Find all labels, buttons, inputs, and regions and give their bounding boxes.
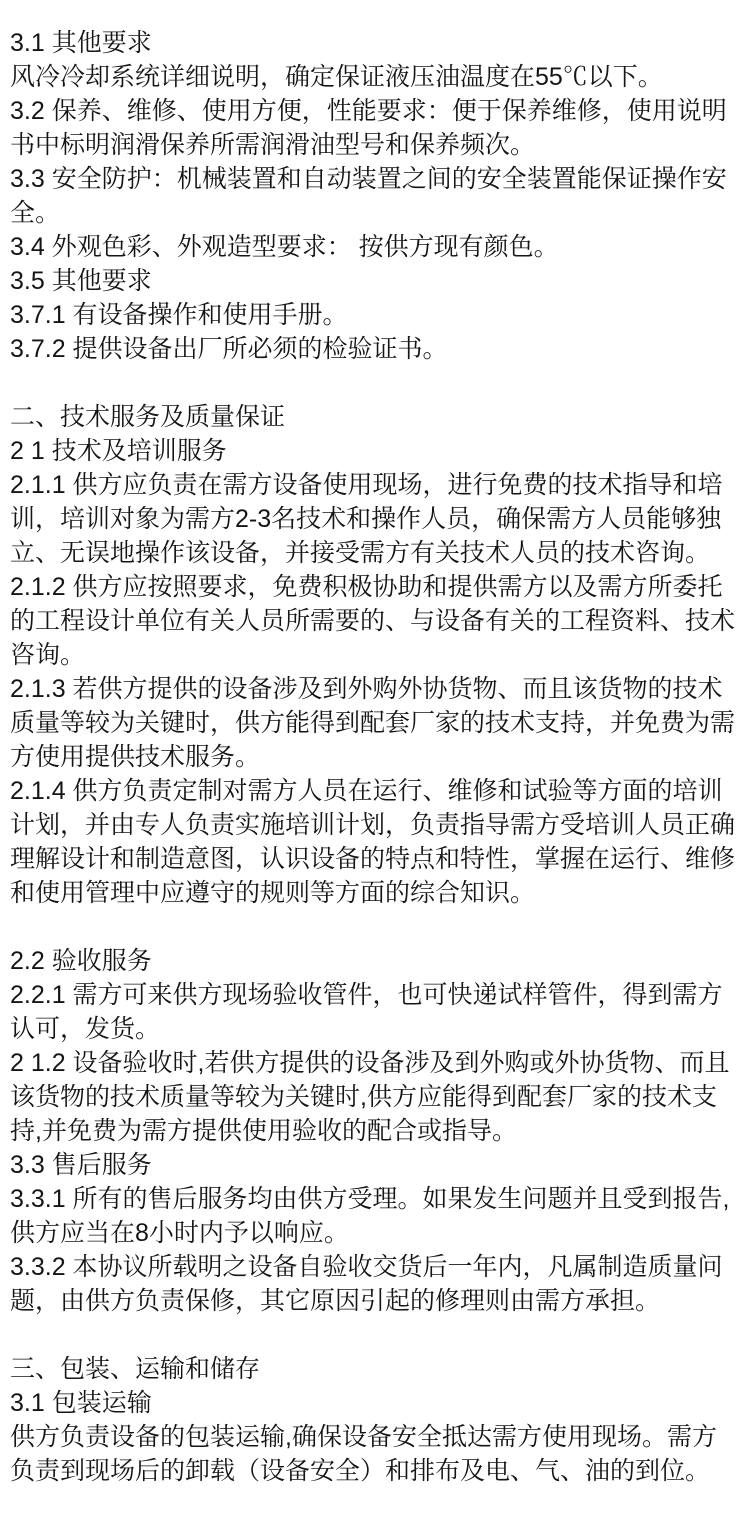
para-packaging-responsibility: 供方负责设备的包装运输,确保设备安全抵达需方使用现场。需方负责到现场后的卸载（设备安全）和排布及电、气、油的到位。 [10, 1423, 717, 1485]
section-technical-service-quality-assurance [10, 400, 740, 910]
para-2-2-1-acceptance-onsite: 2.2.1 需方可来供方现场验收管件，也可快递试样管件，得到需方认可，发货。 [10, 981, 723, 1043]
para-3-3-1-response-time: 3.3.1 所有的售后服务均由供方受理。如果发生问题并且受到报告,供方应当在8小时内予以响应。 [10, 1185, 730, 1247]
heading-section-2-technical-service: 二、技术服务及质量保证 [10, 403, 286, 431]
para-3-2-maintenance: 3.2 保养、维修、使用方便，性能要求：便于保养维修，使用说明书中标明润滑保养所需润滑油型号和保养频次。 [10, 97, 727, 159]
para-3-3-safety-protection: 3.3 安全防护：机械装置和自动装置之间的安全装置能保证操作安全。 [10, 165, 727, 227]
para-2-1-2-engineering-data: 2.1.2 供方应按照要求，免费积极协助和提供需方以及需方所委托的工程设计单位有关人员所需要的、与设备有关的工程资料、技术咨询。 [10, 573, 736, 669]
heading-2-1-training-service: 2 1 技术及培训服务 [10, 437, 227, 465]
para-2-1-3-outsourced-goods-support: 2.1.3 若供方提供的设备涉及到外购外协货物、而且该货物的技术质量等较为关键时，供方能得到配套厂家的技术支持，并免费为需方使用提供技术服务。 [10, 675, 736, 771]
section-technical-requirements-continued [10, 26, 740, 366]
para-2-1-1-onsite-training: 2.1.1 供方应负责在需方设备使用现场，进行免费的技术指导和培训，培训对象为需方2-3名技术和操作人员，确保需方人员能够独立、无误地操作该设备，并接受需方有关技术人员的技术咨询。 [10, 471, 723, 567]
para-3-4-appearance: 3.4 外观色彩、外观造型要求： 按供方现有颜色。 [10, 233, 559, 261]
para-2-1-4-training-plan: 2.1.4 供方负责定制对需方人员在运行、维修和试验等方面的培训计划，并由专人负责实施培训计划，负责指导需方受培训人员正确理解设计和制造意图，认识设备的特点和特性，掌握在运行、维修和使用管理中应遵守的规则等方面的综合知识。 [10, 777, 736, 907]
heading-section-3-packaging-transport: 三、包装、运输和储存 [10, 1355, 261, 1383]
heading-3-3-after-sales-service: 3.3 售后服务 [10, 1151, 152, 1179]
para-cooling-system-note: 风冷冷却系统详细说明，确定保证液压油温度在55℃以下。 [10, 63, 663, 91]
heading-3-5-other-requirements: 3.5 其他要求 [10, 267, 152, 295]
para-3-7-2-inspection-certificate: 3.7.2 提供设备出厂所必须的检验证书。 [10, 335, 448, 363]
para-3-7-1-manual: 3.7.1 有设备操作和使用手册。 [10, 301, 348, 329]
section-acceptance-after-sales [10, 944, 740, 1318]
section-packaging-transport-storage [10, 1352, 740, 1488]
heading-3-1-packaging-transport: 3.1 包装运输 [10, 1389, 152, 1417]
heading-3-1-other-requirements: 3.1 其他要求 [10, 29, 152, 57]
para-3-3-2-warranty: 3.3.2 本协议所载明之设备自验收交货后一年内，凡属制造质量问题，由供方负责保修，其它原因引起的修理则由需方承担。 [10, 1253, 723, 1315]
para-2-1-2-acceptance-outsourced: 2 1.2 设备验收时,若供方提供的设备涉及到外购或外协货物、而且该货物的技术质量等较为关键时,供方应能得到配套厂家的技术支持,并免费为需方提供使用验收的配合或指导。 [10, 1049, 730, 1145]
heading-2-2-acceptance-service: 2.2 验收服务 [10, 947, 152, 975]
